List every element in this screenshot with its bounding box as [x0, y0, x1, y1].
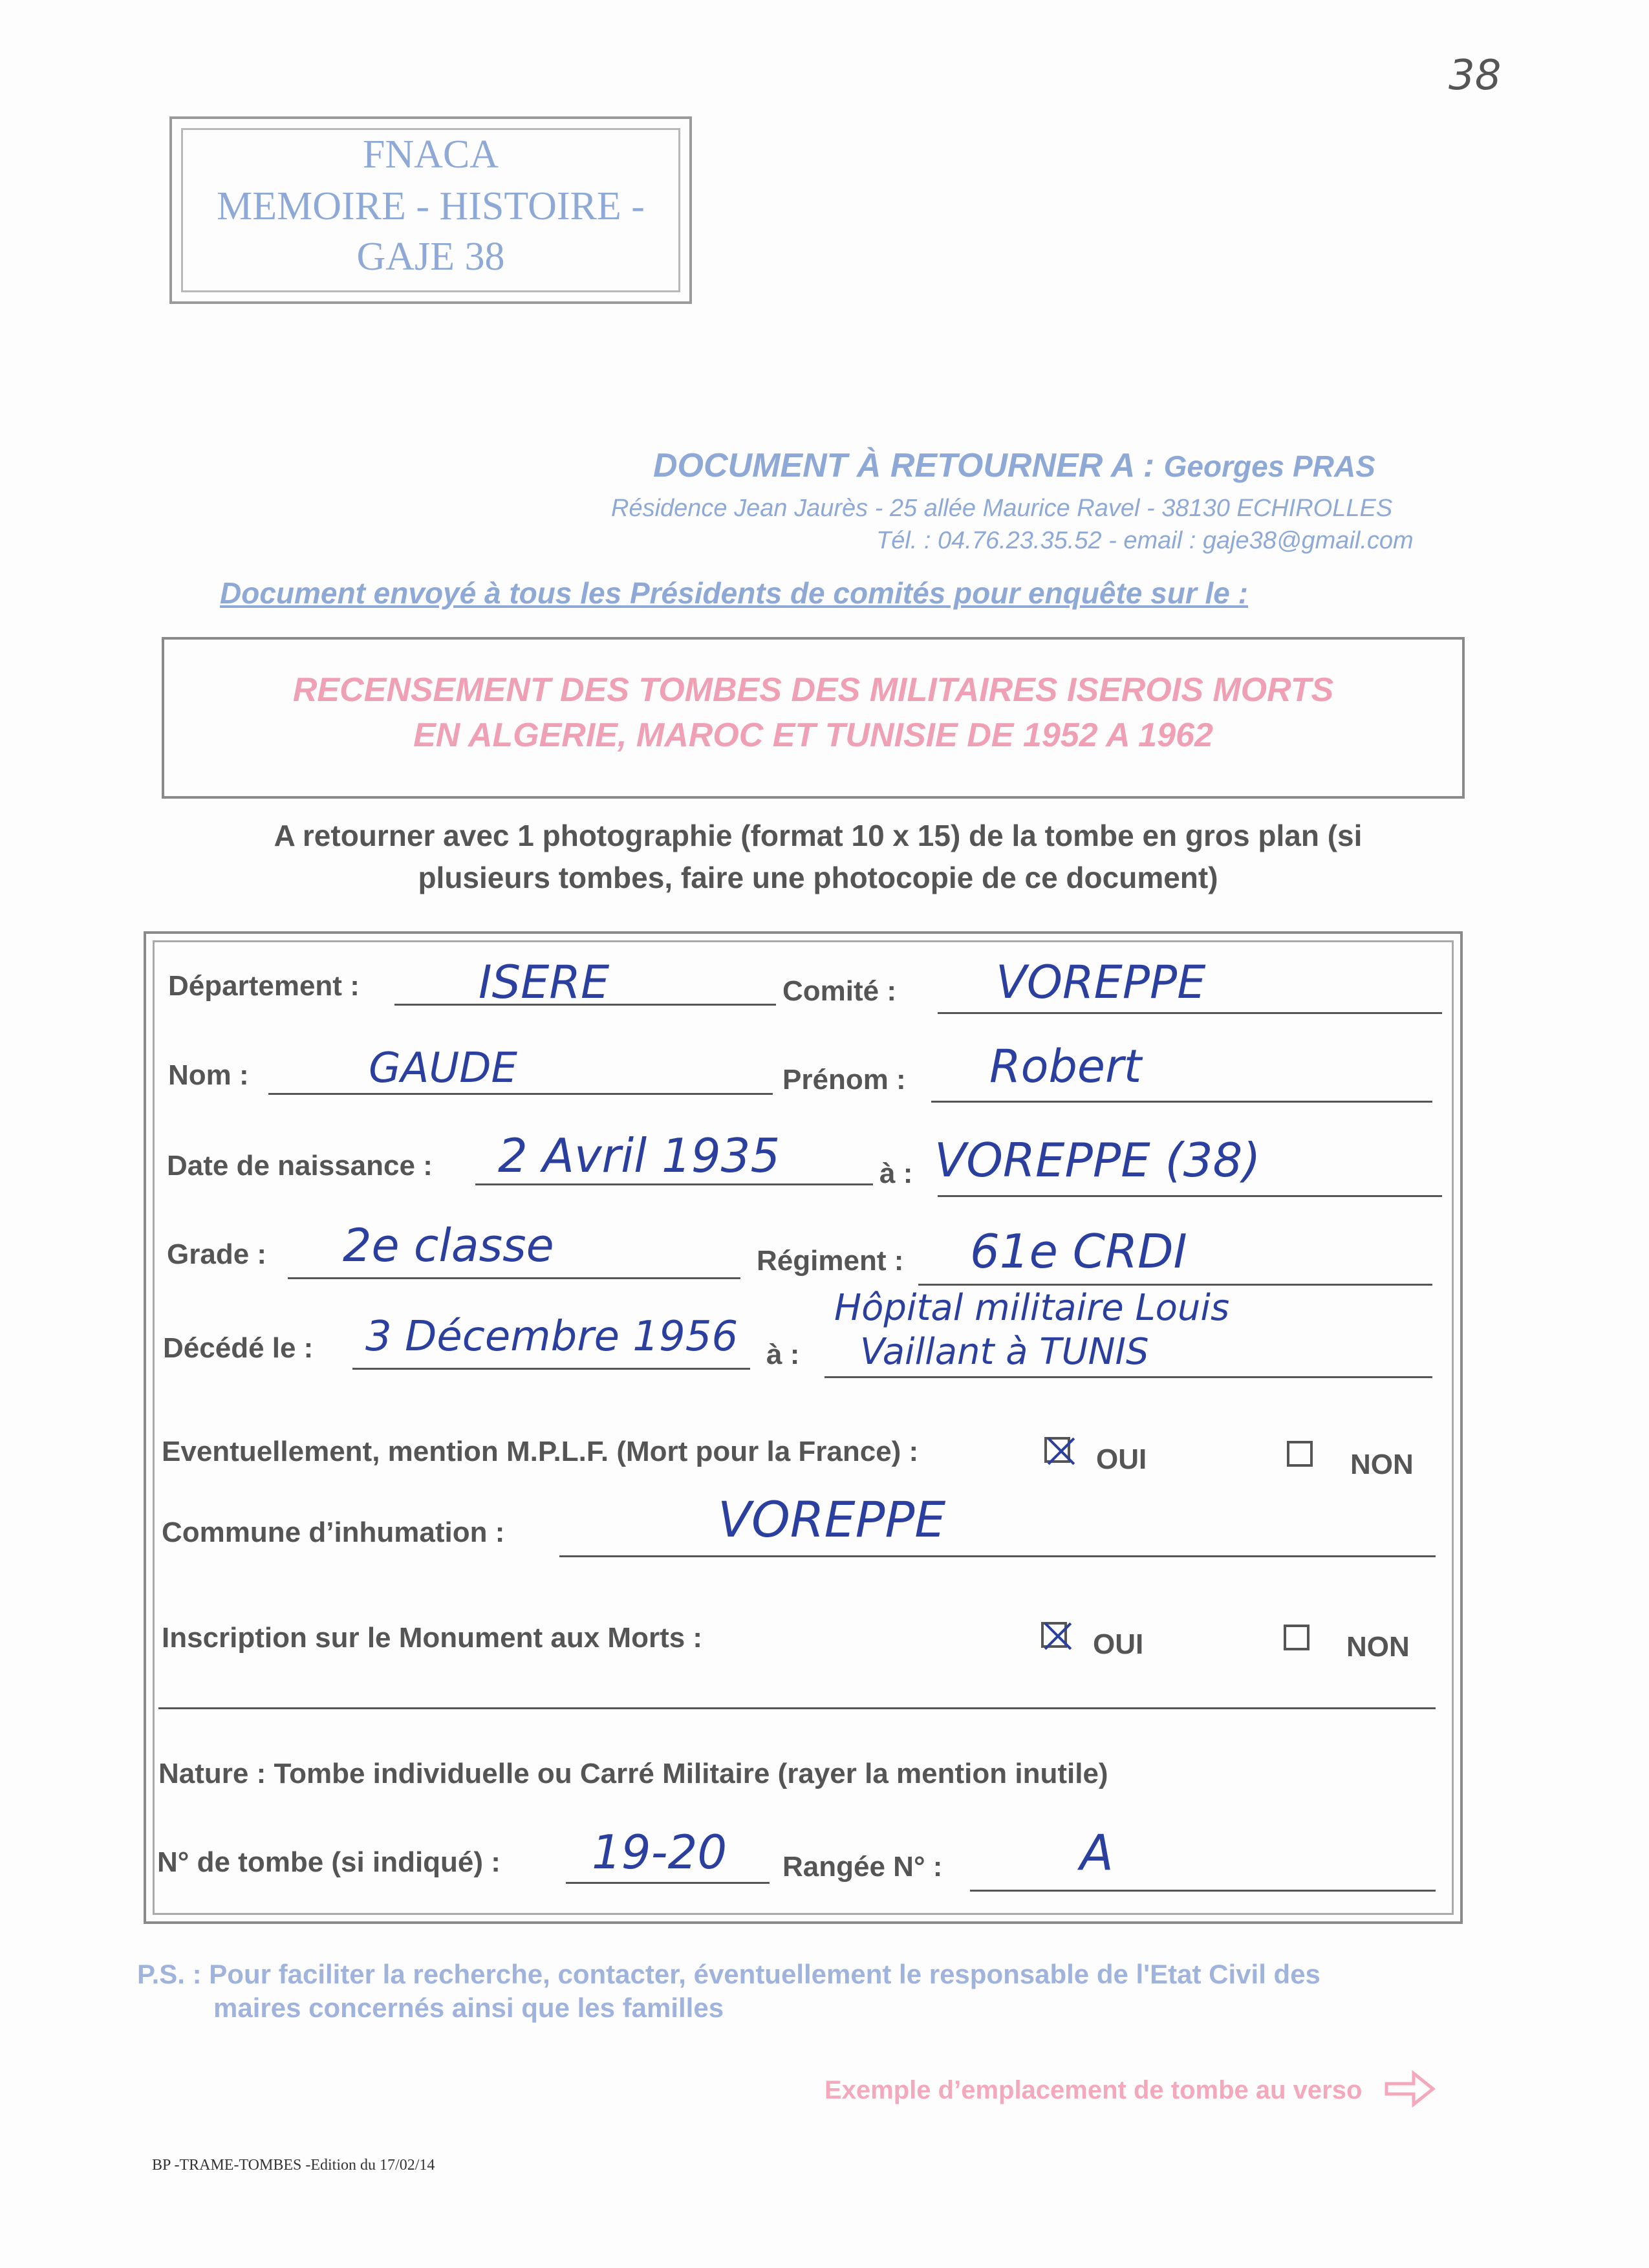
- nom-line: [268, 1093, 773, 1095]
- nom-value[interactable]: GAUDE: [369, 1044, 517, 1092]
- nature-label: Nature : Tombe individuelle ou Carré Militaire (rayer la mention inutile): [158, 1758, 1108, 1789]
- comite-line: [938, 1012, 1442, 1014]
- return-to-heading: [653, 446, 1375, 485]
- tombe-line: [566, 1882, 770, 1884]
- comite-label: Comité :: [782, 975, 896, 1007]
- departement-label: Département :: [168, 970, 360, 1002]
- naissance-line: [475, 1183, 873, 1185]
- monument-oui-checkbox[interactable]: [1041, 1622, 1067, 1648]
- deces-lieu-value-line-2[interactable]: Vaillant à TUNIS: [860, 1331, 1149, 1373]
- monument-label: Inscription sur le Monument aux Morts :: [162, 1622, 703, 1654]
- return-to-name: Georges PRAS: [1163, 449, 1375, 483]
- deces-lieu-value-line-1[interactable]: Hôpital militaire Louis: [834, 1287, 1230, 1329]
- naissance-lieu-line: [938, 1195, 1442, 1197]
- census-title-box: [162, 637, 1465, 799]
- page-number: 38: [1449, 52, 1502, 100]
- monument-line: [158, 1707, 1436, 1709]
- regiment-value[interactable]: 61e CRDI: [970, 1224, 1187, 1279]
- fnaca-header-box: [169, 116, 692, 304]
- header-line-3: GAJE 38: [356, 235, 505, 279]
- return-address: Résidence Jean Jaurès - 25 allée Maurice Ravel - 38130 ECHIROLLES: [611, 495, 1393, 522]
- prenom-label: Prénom :: [782, 1064, 906, 1096]
- exemple-verso-note: Exemple d’emplacement de tombe au verso: [824, 2076, 1363, 2104]
- comite-value[interactable]: VOREPPE: [996, 956, 1206, 1009]
- naissance-lieu-value[interactable]: VOREPPE (38): [934, 1133, 1261, 1187]
- footer-edition: BP -TRAME-TOMBES -Edition du 17/02/14: [152, 2157, 435, 2174]
- naissance-lieu-label: à :: [879, 1158, 913, 1189]
- header-line-1: FNACA: [362, 133, 499, 177]
- monument-non-checkbox[interactable]: [1284, 1625, 1310, 1650]
- commune-line: [559, 1555, 1436, 1557]
- ps-line-2: maires concernés ainsi que les familles: [213, 1993, 724, 2023]
- grade-value[interactable]: 2e classe: [343, 1219, 554, 1272]
- rangee-label: Rangée N° :: [782, 1851, 943, 1883]
- instruction-line-2: plusieurs tombes, faire une photocopie de ce document): [418, 861, 1218, 894]
- tombe-label: N° de tombe (si indiqué) :: [157, 1846, 501, 1878]
- prenom-line: [931, 1101, 1432, 1103]
- deces-line: [352, 1368, 750, 1370]
- return-contact: Tél. : 04.76.23.35.52 - email : gaje38@gmail.com: [876, 527, 1414, 554]
- return-to-label: DOCUMENT À RETOURNER A :: [653, 447, 1155, 484]
- commune-label: Commune d’inhumation :: [162, 1517, 505, 1548]
- naissance-value[interactable]: 2 Avril 1935: [498, 1129, 781, 1183]
- prenom-value[interactable]: Robert: [989, 1040, 1142, 1093]
- deces-label: Décédé le :: [163, 1332, 314, 1364]
- departement-value[interactable]: ISERE: [479, 956, 610, 1009]
- grade-line: [288, 1277, 740, 1279]
- mplf-oui-label: OUI: [1096, 1443, 1147, 1475]
- mplf-oui-checkbox[interactable]: [1044, 1437, 1070, 1463]
- grade-label: Grade :: [167, 1238, 267, 1270]
- rangee-value[interactable]: A: [1080, 1824, 1114, 1881]
- nom-label: Nom :: [168, 1059, 249, 1091]
- rangee-line: [970, 1890, 1436, 1892]
- ps-line-1: P.S. : Pour faciliter la recherche, contacter, éventuellement le responsable de l'Etat Civil des: [137, 1959, 1320, 1989]
- deces-lieu-line: [824, 1376, 1432, 1378]
- monument-oui-label: OUI: [1093, 1628, 1144, 1660]
- naissance-label: Date de naissance :: [167, 1150, 433, 1182]
- monument-non-label: NON: [1346, 1631, 1410, 1663]
- commune-value[interactable]: VOREPPE: [718, 1491, 946, 1548]
- deces-value[interactable]: 3 Décembre 1956: [365, 1313, 738, 1361]
- regiment-label: Régiment :: [757, 1245, 904, 1277]
- instruction-line-1: A retourner avec 1 photographie (format 10 x 15) de la tombe en gros plan (si: [274, 819, 1363, 852]
- mplf-non-label: NON: [1350, 1449, 1414, 1480]
- census-title-line-2: EN ALGERIE, MAROC ET TUNISIE DE 1952 A 1962: [413, 717, 1213, 754]
- header-line-2: MEMOIRE - HISTOIRE -: [217, 184, 645, 228]
- arrow-right-icon: [1384, 2069, 1436, 2108]
- regiment-line: [918, 1284, 1432, 1286]
- tombe-value[interactable]: 19-20: [592, 1825, 727, 1879]
- sent-to-notice: Document envoyé à tous les Présidents de comités pour enquête sur le :: [220, 576, 1248, 610]
- deces-lieu-label: à :: [766, 1339, 800, 1370]
- mplf-non-checkbox[interactable]: [1287, 1441, 1313, 1467]
- census-title-line-1: RECENSEMENT DES TOMBES DES MILITAIRES ISEROIS MORTS: [292, 671, 1334, 709]
- mplf-label: Eventuellement, mention M.P.L.F. (Mort pour la France) :: [162, 1436, 919, 1467]
